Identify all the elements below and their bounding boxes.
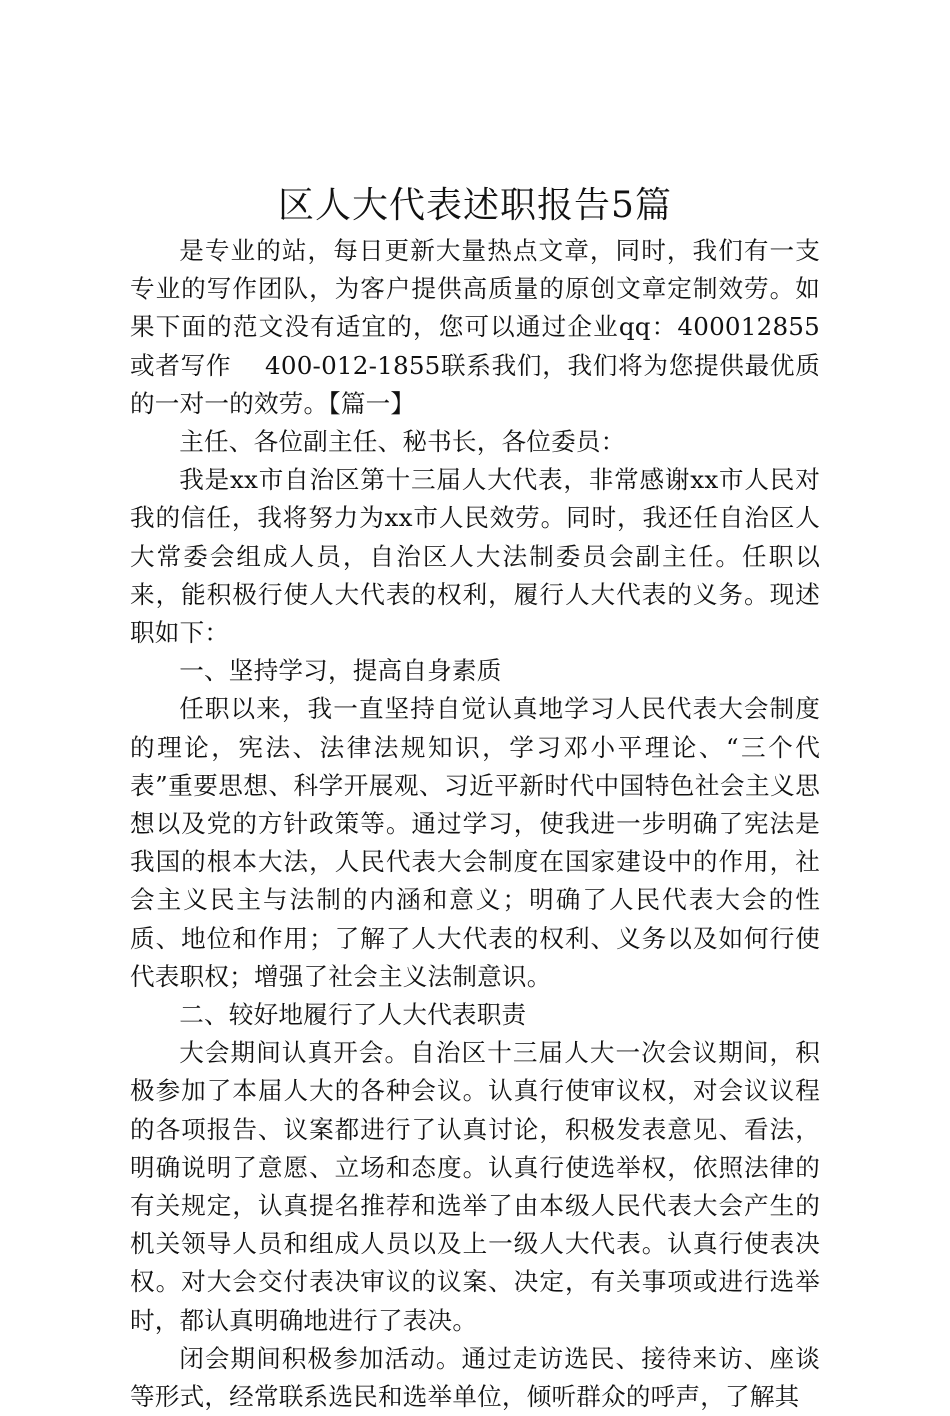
section-heading-duties: 二、较好地履行了人大代表职责 bbox=[179, 1000, 527, 1030]
paragraph-study: 任职以来，我一直坚持自觉认真地学习人民代表大会制度的理论，宪法、法律法规知识，学习邓小平理论、“三个代表”重要思想、科学开展观、习近平新时代中国特色社会主义思想以及党的方针政策等。通过学习，使我进一步明确了宪法是我国的根本大法，人民代表大会制度在国家建设中的作用，社会主义民主与法制的内涵和意义；明确了人民代表大会的性质、地位和作用；了解了人大代表的权利、义务以及如何行使代表职权；增强了社会主义法制意识。 bbox=[130, 694, 820, 991]
paragraph-session-duties: 大会期间认真开会。自治区十三届人大一次会议期间，积极参加了本届人大的各种会议。认真行使审议权，对会议议程的各项报告、议案都进行了认真讨论，积极发表意见、看法，明确说明了意愿、立场和态度。认真行使选举权，依照法律的有关规定，认真提名推荐和选举了由本级人民代表大会产生的机关领导人员和组成人员以及上一级人大代表。认真行使表决权。对大会交付表决审议的议案、决定，有关事项或进行选举时，都认真明确地进行了表决。 bbox=[130, 1038, 820, 1335]
paragraph-recess-activities: 闭会期间积极参加活动。通过走访选民、接待来访、座谈等形式，经常联系选民和选举单位，倾听群众的呼声，了解其 bbox=[130, 1343, 820, 1412]
document-body bbox=[130, 232, 820, 1416]
section-heading-study: 一、坚持学习，提高自身素质 bbox=[179, 656, 502, 686]
paragraph-intro: 是专业的站，每日更新大量热点文章，同时，我们有一支专业的写作团队，为客户提供高质量的原创文章定制效劳。如果下面的范文没有适宜的，您可以通过企业qq：400012855或者写作 400-012-1855联系我们，我们将为您提供最优质的一对一的效劳。【篇一】 bbox=[130, 236, 820, 418]
document-title: 区人大代表述职报告5篇 bbox=[278, 185, 672, 226]
paragraph-self-introduction: 我是xx市自治区第十三届人大代表，非常感谢xx市人民对我的信任，我将努力为xx市人民效劳。同时，我还任自治区人大常委会组成人员，自治区人大法制委员会副主任。任职以来，能积极行使人大代表的权利，履行人大代表的义务。现述职如下： bbox=[130, 465, 820, 648]
paragraph-salutation: 主任、各位副主任、秘书长，各位委员： bbox=[179, 427, 626, 457]
